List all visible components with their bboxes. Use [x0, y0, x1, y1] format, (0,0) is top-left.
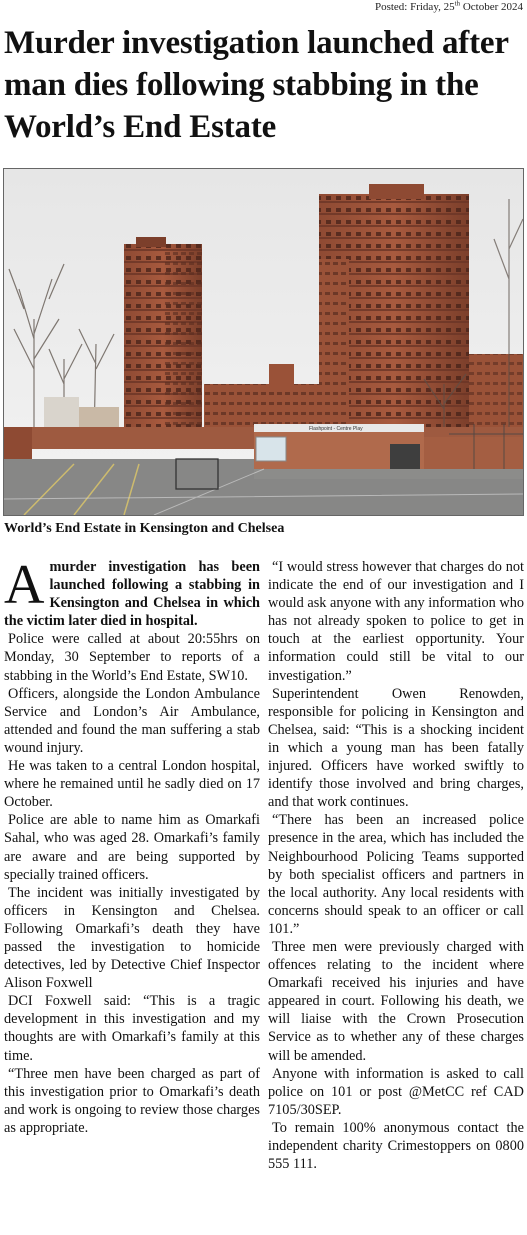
- article-column-left: [4, 554, 260, 1137]
- sign-text: Flashpoint - Centre Play: [309, 426, 363, 432]
- paragraph: To remain 100% anonymous contact the independent charity Crimestoppers on 0800 555 111.: [268, 1119, 524, 1173]
- posted-date: Posted: Friday, 25th October 2024: [374, 0, 523, 13]
- paragraph: He was taken to a central London hospital, where he remained until he sadly died on 17 October.: [4, 758, 260, 811]
- headline: Murder investigation launched after man dies following stabbing in the World’s End Estate: [4, 25, 509, 145]
- estate-photo-icon: [4, 169, 523, 515]
- drop-cap: A: [4, 554, 45, 616]
- paragraph: Police are able to name him as Omarkafi Sahal, who was aged 28. Omarkafi’s family are aware and are being supported by specially trained officers.: [4, 812, 260, 883]
- paragraph: Anyone with information is asked to call police on 101 or post @MetCC ref CAD 7105/30SEP.: [268, 1065, 524, 1118]
- paragraph: “Three men have been charged as part of this investigation prior to Omarkafi’s death and work is ongoing to review those charges as appropriate.: [4, 1065, 260, 1136]
- article-column-right: [268, 558, 524, 1173]
- paragraph: The incident was initially investigated by officers in Kensington and Chelsea. Following Omarkafi’s death they have passed the investigation to homicide detectives, led by Detective Chief Inspector Alison Foxwell: [4, 884, 260, 992]
- paragraph: “I would stress however that charges do not indicate the end of our investigation and I would ask anyone with any information who has not already spoken to police to get in touch at the earliest opportunity. Your information could still be vital to our investigation.”: [268, 559, 524, 684]
- paragraph: “There has been an increased police presence in the area, which has included the Neighbourhood Policing Teams supported by both specialist officers and partners in the local authority. Any local residents with concerns should speak to an officer or call 101.”: [268, 812, 524, 937]
- paragraph: Superintendent Owen Renowden, responsible for policing in Kensington and Chelsea, said: “This is a shocking incident in which a young man has been fatally injured. Officers have worked swiftly to identify those involved and bring charges, and that work continues.: [268, 685, 524, 811]
- photo-caption: World’s End Estate in Kensington and Chelsea: [4, 521, 285, 536]
- paragraph: Officers, alongside the London Ambulance Service and London’s Air Ambulance, attended and found the man suffering a stab wound injury.: [4, 685, 260, 756]
- paragraph: DCI Foxwell said: “This is a tragic development in this investigation and my thoughts are with Omarkafi’s family at this time.: [4, 993, 260, 1064]
- paragraph: Three men were previously charged with offences relating to the incident where Omarkafi received his injuries and have appeared in court. Following his death, we will liaise with the Crown Prosecution Service as to whether any of these charges will be amended.: [268, 938, 524, 1064]
- article-photo: [3, 168, 524, 516]
- lead-text: murder investigation has been launched following a stabbing in Kensington and Chelsea in which the victim later died in hospital.: [4, 559, 260, 630]
- lead-paragraph: [4, 554, 260, 630]
- paragraph: Police were called at about 20:55hrs on Monday, 30 September to reports of a stabbing in the World’s End Estate, SW10.: [4, 631, 260, 684]
